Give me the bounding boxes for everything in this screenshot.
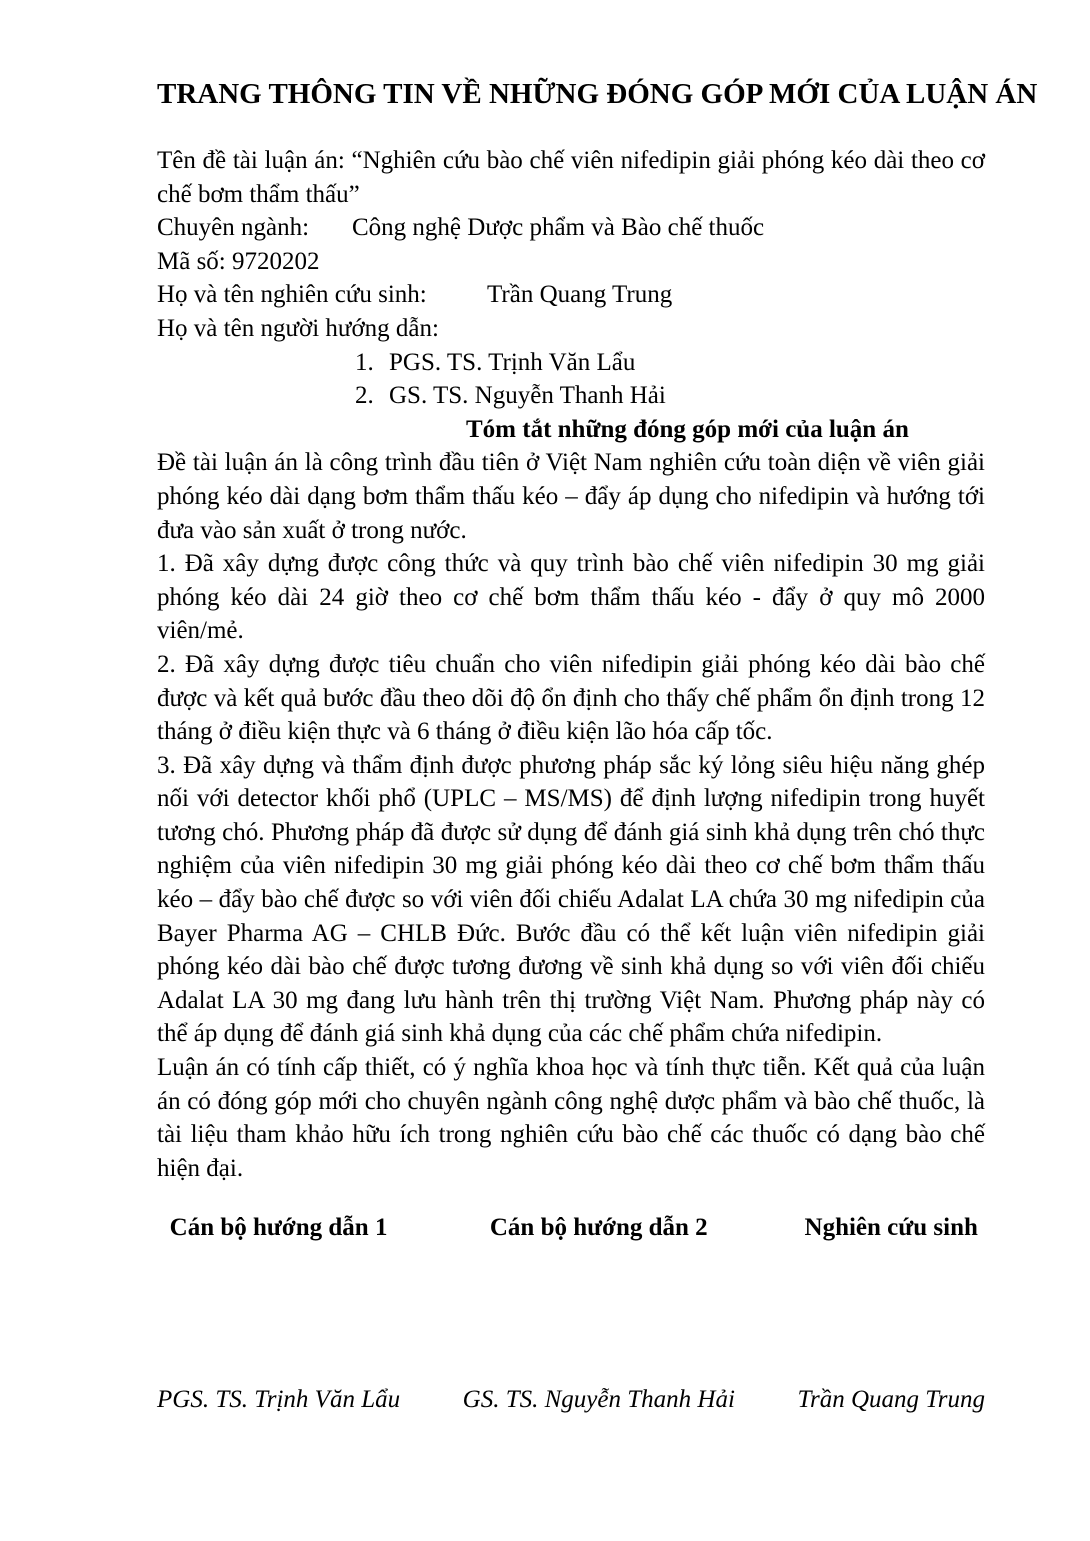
paragraph-contribution-3: 3. Đã xây dựng và thẩm định được phương pháp sắc ký lỏng siêu hiệu năng ghép nối với detector khối phổ (UPLC – MS/MS) để định lượng nifedipin trong huyết tương chó. Phương pháp đã được sử dụng để đánh giá sinh khả dụng trên chó thực nghiệm của viên nifedipin 30 mg giải phóng kéo dài theo cơ chế bơm thẩm thấu kéo – đẩy bào chế được so với viên đối chiếu Adalat LA chứa 30 mg nifedipin của Bayer Pharma AG – CHLB Đức. Bước đầu có thể kết luận viên nifedipin giải phóng kéo dài bào chế được tương đương về sinh khả dụng so với viên đối chiếu Adalat LA 30 mg đang lưu hành trên thị trường Việt Nam. Phương pháp này có thể áp dụng để đánh giá sinh khả dụng của các chế phẩm chứa nifedipin. xyxy=(157,751,985,1048)
supervisors-label: Họ và tên người hướng dẫn: xyxy=(157,314,439,342)
document-body xyxy=(157,144,985,1417)
signature-column-phd-candidate xyxy=(797,1211,985,1416)
page-title: TRANG THÔNG TIN VỀ NHỮNG ĐÓNG GÓP MỚI CỦA LUẬN ÁN xyxy=(157,78,1038,110)
major-label: Chuyên ngành: xyxy=(157,214,310,242)
supervisor-name: PGS. TS. Trịnh Văn Lẩu xyxy=(389,348,636,376)
signature-column-supervisor-1 xyxy=(157,1211,400,1416)
student-label: Họ và tên nghiên cứu sinh: xyxy=(157,281,427,309)
paragraph-contribution-1: 1. Đã xây dựng được công thức và quy trình bào chế viên nifedipin 30 mg giải phóng kéo dài 24 giờ theo cơ chế bơm thẩm thấu kéo - đẩy ở quy mô 2000 viên/mẻ. xyxy=(157,550,985,645)
supervisor-item xyxy=(355,379,985,413)
signature-name: PGS. TS. Trịnh Văn Lẩu xyxy=(157,1386,401,1413)
student-line xyxy=(157,278,985,312)
paragraph-overview: Đề tài luận án là công trình đầu tiên ở Việt Nam nghiên cứu toàn diện về viên giải phóng kéo dài dạng bơm thẩm thấu kéo – đẩy áp dụng cho nifedipin và hướng tới đưa vào sản xuất ở trong nước. xyxy=(157,449,985,544)
signature-column-supervisor-2 xyxy=(463,1211,735,1416)
signature-block xyxy=(157,1211,985,1416)
paragraph-contribution-2: 2. Đã xây dựng được tiêu chuẩn cho viên nifedipin giải phóng kéo dài bào chế được và kết quả bước đầu theo dõi độ ổn định cho thấy chế phẩm ổn định trong 12 tháng ở điều kiện thực và 6 tháng ở điều kiện lão hóa cấp tốc. xyxy=(157,650,985,746)
signature-space xyxy=(157,1245,400,1383)
signature-role: Nghiên cứu sinh xyxy=(804,1214,978,1242)
supervisor-name: GS. TS. Nguyễn Thanh Hải xyxy=(389,382,666,410)
signature-role: Cán bộ hướng dẫn 2 xyxy=(489,1214,708,1242)
supervisor-number: 2. xyxy=(355,382,374,410)
thesis-title-line: Tên đề tài luận án: “Nghiên cứu bào chế viên nifedipin giải phóng kéo dài theo cơ chế bơm thẩm thấu” xyxy=(157,147,985,208)
signature-name: GS. TS. Nguyễn Thanh Hải xyxy=(462,1386,735,1413)
supervisor-number: 1. xyxy=(355,348,374,376)
supervisor-item xyxy=(355,346,985,380)
student-value: Trần Quang Trung xyxy=(487,281,673,309)
paragraph-conclusion: Luận án có tính cấp thiết, có ý nghĩa khoa học và tính thực tiễn. Kết quả của luận án có đóng góp mới cho chuyên ngành công nghệ dược phẩm và bào chế thuốc, là tài liệu tham khảo hữu ích trong nghiên cứu bào chế các thuốc có dạng bào chế hiện đại. xyxy=(157,1054,985,1182)
summary-heading: Tóm tắt những đóng góp mới của luận án xyxy=(466,415,909,443)
signature-space xyxy=(463,1245,735,1383)
signature-role: Cán bộ hướng dẫn 1 xyxy=(169,1214,388,1242)
major-value: Công nghệ Dược phẩm và Bào chế thuốc xyxy=(352,214,765,242)
signature-space xyxy=(797,1245,985,1383)
signature-name: Trần Quang Trung xyxy=(797,1386,985,1413)
major-line xyxy=(157,211,985,245)
code-line: Mã số: 9720202 xyxy=(157,247,320,275)
